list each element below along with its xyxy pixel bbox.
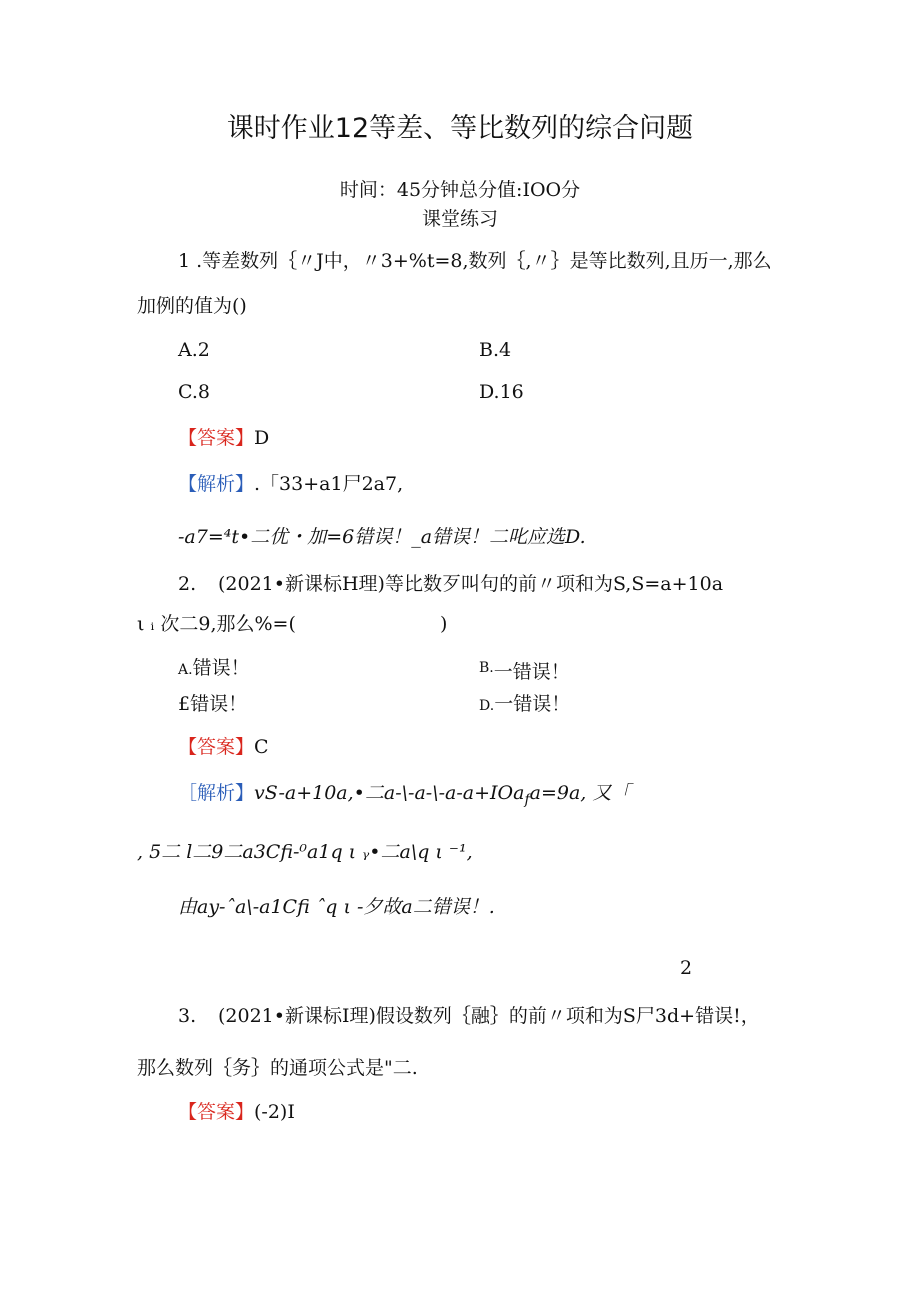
q1-analysis-text1: .「33+a1尸2a7, (254, 473, 404, 495)
q2-option-d-text: 一错误！ (494, 693, 571, 715)
q2-option-a-text: 错误！ (192, 657, 250, 679)
time-line: 时间：45分钟总分值:IOO分 (339, 179, 581, 201)
q1-option-b: B.4 (479, 339, 512, 361)
q1-option-c: C.8 (178, 381, 210, 403)
q1-answer (178, 426, 269, 450)
q1-analysis-tag: 【解析】 (178, 473, 255, 495)
section-heading: 课堂练习 (421, 208, 498, 230)
q3-stem-line1: (2021•新课标I理)假设数列｛融｝的前〃项和为S尸3d+错误!， (218, 1005, 760, 1027)
q2-analysis-line2: , 5二 l二9二a3Cfi-⁰a1q ι ᵧ•二a\q ι ⁻¹, (137, 841, 473, 863)
q2-answer-tag: 【答案】 (178, 736, 255, 758)
q1-answer-tag: 【答案】 (178, 427, 255, 449)
q2-analysis-sub: f (524, 791, 530, 808)
q3-answer-tag: 【答案】 (178, 1101, 255, 1123)
q2-option-b-text: 一错误！ (493, 661, 570, 683)
q1-analysis-line1 (178, 472, 403, 496)
q1-option-d: D.16 (479, 381, 524, 403)
q2-option-d-letter: D. (479, 698, 495, 714)
q1-stem-line1: 1 .等差数列｛〃J中，〃3+%t=8,数列｛,〃｝是等比数列,且历一,那么 (178, 250, 772, 272)
q3-number: 3. (178, 1005, 197, 1027)
q2-answer-value: C (254, 736, 269, 758)
q2-analysis-line1 (178, 781, 630, 812)
q3-answer (178, 1100, 295, 1124)
q2-analysis-text1: vS-a+10a,•二a-\-a-\-a-a+IOa (254, 782, 525, 804)
page-number: 2 (680, 957, 693, 979)
q2-analysis-line3: 由ay-ˆa\-a1Cfi ˆq ι -夕故a二错误！. (178, 896, 495, 918)
q1-analysis-line2: -a7=⁴t•二优・加=6错误！_a错误！二叱应选D. (178, 526, 586, 548)
q2-option-b-letter: B. (479, 660, 494, 676)
q2-analysis-text1b: a=9a, 又「 (529, 782, 631, 804)
q2-option-c: £错误！ (178, 693, 248, 715)
q2-number: 2. (178, 573, 197, 595)
q2-stem-line2: ι ᵢ 次二9,那么%=( (137, 613, 296, 635)
q1-stem-line2: 加例的值为() (137, 295, 247, 317)
q2-stem-paren: ) (440, 613, 448, 635)
q2-option-b (479, 656, 570, 684)
q1-answer-value: D (254, 427, 270, 449)
q2-stem-line1: (2021•新课标H理)等比数歹叫句的前〃项和为S,S=a+10a (218, 573, 724, 595)
page-title: 课时作业12等差、等比数列的综合问题 (226, 113, 694, 144)
q2-analysis-tag: ［解析】 (178, 782, 255, 804)
q2-option-a-letter: A. (178, 662, 193, 678)
q2-answer (178, 735, 269, 759)
q1-option-a: A.2 (178, 339, 210, 361)
q2-option-a (178, 656, 250, 682)
q3-stem-line2: 那么数列｛务｝的通项公式是"二. (137, 1057, 418, 1079)
q3-answer-value: (-2)I (254, 1101, 295, 1123)
q2-option-d (479, 692, 570, 718)
